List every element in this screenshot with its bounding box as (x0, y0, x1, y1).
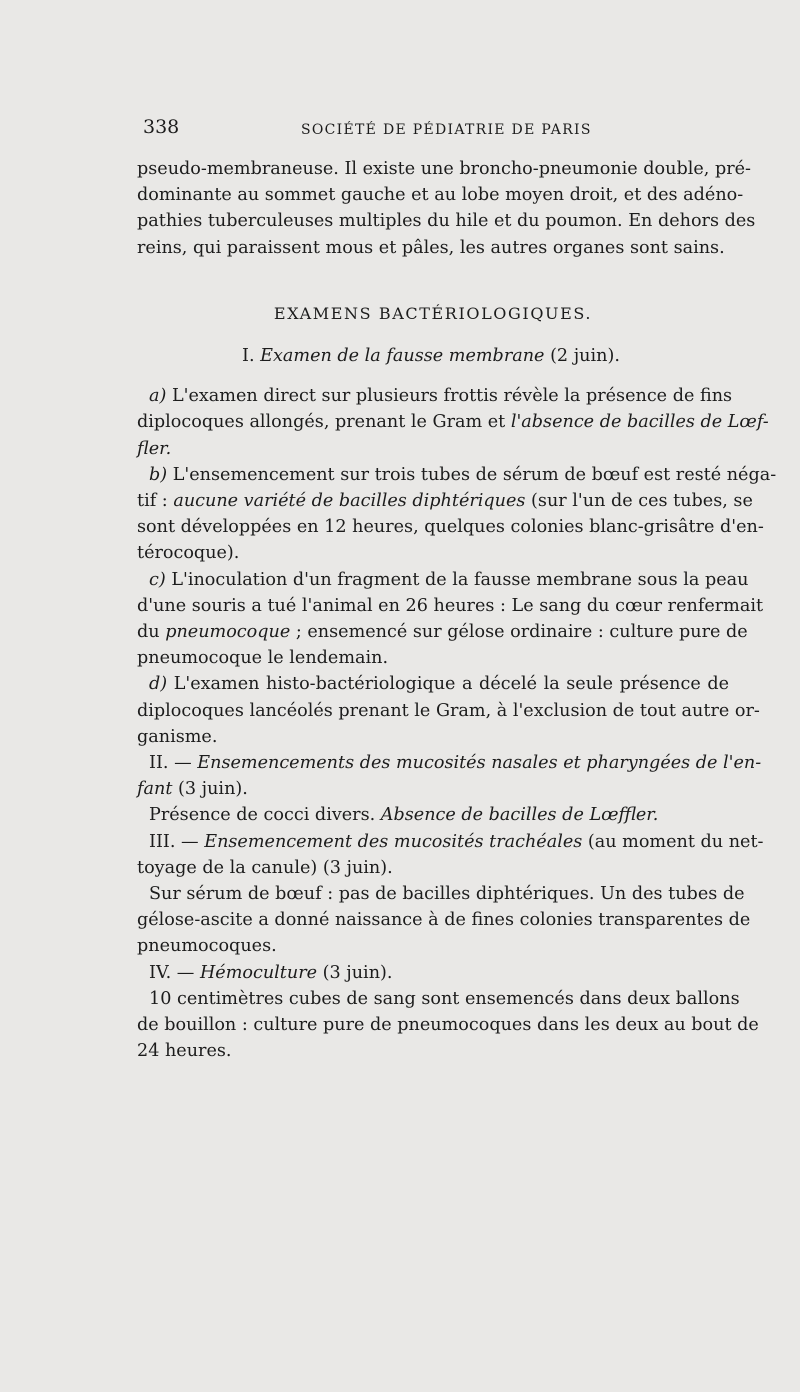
text-line: de bouillon : culture pure de pneumocoques dans les deux au bout de (137, 1015, 759, 1036)
section-title: EXAMENS BACTÉRIOLOGIQUES. (273, 303, 593, 323)
text-line: diplocoques lancéolés prenant le Gram, à l'exclusion de tout autre or- (137, 700, 760, 721)
exam-date: (3 juin). (322, 962, 393, 983)
exam-title: Hémoculture (199, 962, 318, 983)
text-line: ganisme. (137, 726, 218, 747)
text-line: aucune variété de bacilles diphtériques (173, 491, 526, 512)
text-line: L'inoculation d'un fragment de la fausse membrane sous la peau (171, 569, 749, 590)
text-line: pseudo-membraneuse. Il existe une broncho-pneumonie double, pré- (137, 159, 751, 179)
page-number: 338 (143, 116, 180, 138)
text-line: pneumocoque le lendemain. (137, 648, 389, 669)
exam-title: fant (137, 779, 173, 800)
exam-number: I. (242, 346, 255, 367)
text-line: diplocoques allongés, prenant le Gram et (137, 412, 506, 433)
exam-title: Examen de la fausse membrane (260, 346, 545, 367)
item-label: b) (149, 464, 168, 485)
item-a (137, 383, 769, 462)
text-line: (au moment du net- (587, 831, 764, 852)
page-body (137, 156, 777, 1065)
exam-date: (2 juin). (550, 346, 620, 367)
text-line: fler. (137, 438, 172, 459)
text-line: L'examen histo-bactériologique a décelé la seule présence de (173, 674, 729, 695)
item-label: c) (149, 569, 166, 590)
exam-title: Ensemencement des mucosités trachéales (204, 831, 583, 852)
text-line: pathies tuberculeuses multiples du hile et du poumon. En dehors des (137, 211, 756, 232)
text-line: pneumocoques. (137, 936, 277, 957)
exam-number: IV. — (149, 962, 195, 983)
text-line: l'absence de bacilles de Lœf- (510, 412, 769, 433)
exam-number: III. — (149, 831, 199, 852)
text-line: Sur sérum de bœuf : pas de bacilles diphtériques. Un des tubes de (149, 884, 745, 905)
exam-3 (137, 829, 764, 960)
text-line: sont développées en 12 heures, quelques colonies blanc-grisâtre d'en- (137, 517, 764, 538)
text-line: tif : (137, 491, 168, 512)
text-line: d'une souris a tué l'animal en 26 heures : Le sang du cœur renfermait (137, 595, 764, 616)
exam-title: Ensemencements des mucosités nasales et pharyngées de l'en- (197, 753, 762, 774)
text-line: L'ensemencement sur trois tubes de sérum de bœuf est resté néga- (172, 464, 777, 485)
text-line: Présence de cocci divers. (149, 805, 376, 826)
text-line: 24 heures. (137, 1041, 232, 1062)
exam-date: (3 juin). (178, 779, 248, 800)
text-line: du (137, 622, 160, 643)
text-line: reins, qui paraissent mous et pâles, les autres organes sont sains. (137, 237, 725, 258)
exam-2 (137, 750, 762, 829)
text-line: ; ensemencé sur gélose ordinaire : culture pure de (295, 622, 748, 643)
text-line: dominante au sommet gauche et au lobe moyen droit, et des adéno- (137, 185, 744, 206)
exam-4 (137, 960, 759, 1065)
item-c (137, 567, 764, 672)
paragraph-autopsy (137, 156, 756, 261)
running-head: SOCIÉTÉ DE PÉDIATRIE DE PARIS (301, 122, 592, 138)
text-line: L'examen direct sur plusieurs frottis révèle la présence de fins (171, 386, 733, 407)
text-line: (sur l'un de ces tubes, se (531, 491, 753, 512)
item-b (137, 462, 777, 567)
text-line: 10 centimètres cubes de sang sont ensemencés dans deux ballons (149, 988, 740, 1009)
exam-number: II. — (149, 753, 192, 774)
text-line: gélose-ascite a donné naissance à de fines colonies transparentes de (137, 910, 751, 931)
page-header (143, 116, 726, 146)
item-d (137, 671, 760, 750)
text-line: pneumocoque (165, 622, 291, 643)
text-line: térocoque). (137, 543, 240, 564)
exam-1-heading (137, 343, 729, 369)
text-line: toyage de la canule) (3 juin). (137, 857, 393, 878)
text-line: Absence de bacilles de Lœffler. (380, 805, 659, 826)
item-label: a) (149, 386, 167, 407)
item-label: d) (149, 674, 168, 695)
